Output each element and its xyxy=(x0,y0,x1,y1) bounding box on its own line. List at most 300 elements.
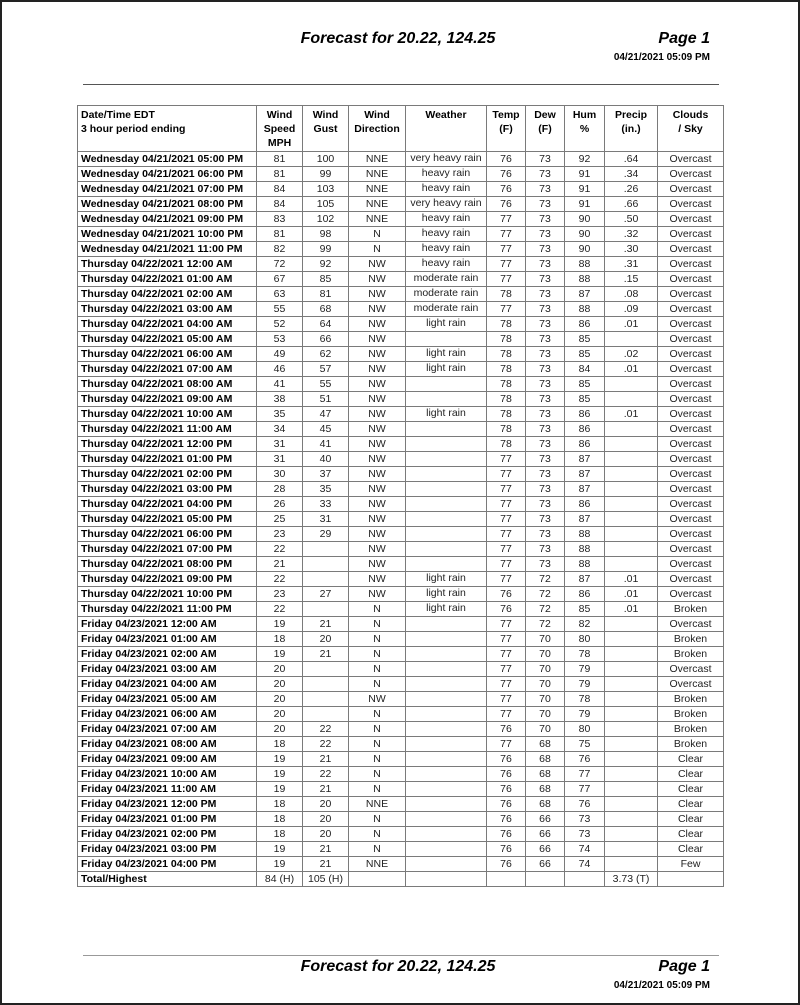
cell-wind-gust: 20 xyxy=(303,632,349,647)
cell-clouds: Overcast xyxy=(658,677,724,692)
cell-dew: 73 xyxy=(526,527,565,542)
cell-weather xyxy=(406,752,487,767)
cell-wind-direction: N xyxy=(349,812,406,827)
table-row xyxy=(78,497,724,512)
table-row xyxy=(78,752,724,767)
table-row xyxy=(78,167,724,182)
cell-clouds: Overcast xyxy=(658,497,724,512)
cell-wind-gust: 64 xyxy=(303,317,349,332)
cell-weather: moderate rain xyxy=(406,272,487,287)
cell-weather xyxy=(406,737,487,752)
cell-wind-direction: NW xyxy=(349,257,406,272)
cell-datetime: Friday 04/23/2021 02:00 AM xyxy=(78,647,257,662)
cell-humidity: 91 xyxy=(565,182,605,197)
cell-temp: 77 xyxy=(487,452,526,467)
cell-clouds: Overcast xyxy=(658,212,724,227)
cell-datetime: Friday 04/23/2021 02:00 PM xyxy=(78,827,257,842)
cell-precip xyxy=(605,767,658,782)
cell-humidity: 87 xyxy=(565,572,605,587)
cell-wind-direction: N xyxy=(349,767,406,782)
table-row xyxy=(78,572,724,587)
cell-temp: 76 xyxy=(487,767,526,782)
cell-wind-direction: NNE xyxy=(349,212,406,227)
cell-precip: .66 xyxy=(605,197,658,212)
cell-wind-direction: NW xyxy=(349,407,406,422)
cell-clouds: Overcast xyxy=(658,587,724,602)
cell-temp: 77 xyxy=(487,257,526,272)
cell-wind-speed: 49 xyxy=(257,347,303,362)
cell-clouds: Overcast xyxy=(658,437,724,452)
cell-wind-speed: 28 xyxy=(257,482,303,497)
cell-wind-direction: NW xyxy=(349,527,406,542)
cell-weather xyxy=(406,542,487,557)
cell-weather xyxy=(406,452,487,467)
footer-page-number: Page 1 xyxy=(658,958,710,975)
cell-weather: heavy rain xyxy=(406,227,487,242)
cell-dew: 73 xyxy=(526,167,565,182)
cell-weather xyxy=(406,722,487,737)
cell-datetime: Wednesday 04/21/2021 09:00 PM xyxy=(78,212,257,227)
cell-temp: 78 xyxy=(487,347,526,362)
cell-temp: 77 xyxy=(487,527,526,542)
cell-humidity: 77 xyxy=(565,782,605,797)
table-row xyxy=(78,407,724,422)
cell-temp: 77 xyxy=(487,617,526,632)
cell-wind-gust xyxy=(303,707,349,722)
cell-humidity: 85 xyxy=(565,377,605,392)
cell-dew: 68 xyxy=(526,782,565,797)
cell-datetime: Thursday 04/22/2021 06:00 PM xyxy=(78,527,257,542)
cell-weather xyxy=(406,527,487,542)
cell-wind-gust: 57 xyxy=(303,362,349,377)
cell-wind-direction: N xyxy=(349,722,406,737)
cell-clouds: Broken xyxy=(658,737,724,752)
cell-wind-gust: 62 xyxy=(303,347,349,362)
cell-wind-direction: N xyxy=(349,227,406,242)
cell-precip: .09 xyxy=(605,302,658,317)
table-row xyxy=(78,842,724,857)
table-row xyxy=(78,227,724,242)
table-row xyxy=(78,347,724,362)
cell-precip xyxy=(605,827,658,842)
cell-wind-speed: 83 xyxy=(257,212,303,227)
cell-wind-gust: 27 xyxy=(303,587,349,602)
cell-weather xyxy=(406,617,487,632)
table-row xyxy=(78,197,724,212)
table-row xyxy=(78,512,724,527)
cell-wind-speed: 63 xyxy=(257,287,303,302)
cell-clouds: Overcast xyxy=(658,407,724,422)
cell-wind-direction: NW xyxy=(349,317,406,332)
cell-dew: 73 xyxy=(526,512,565,527)
cell-dew: 72 xyxy=(526,617,565,632)
cell-wind-gust: 20 xyxy=(303,812,349,827)
cell-temp: 78 xyxy=(487,317,526,332)
cell-datetime: Friday 04/23/2021 09:00 AM xyxy=(78,752,257,767)
cell-wind-direction: NNE xyxy=(349,857,406,872)
cell-wind-gust xyxy=(303,692,349,707)
cell-wind-gust xyxy=(303,542,349,557)
cell-humidity: 85 xyxy=(565,347,605,362)
cell-wind-speed: 18 xyxy=(257,797,303,812)
cell-precip: .64 xyxy=(605,152,658,167)
cell-precip xyxy=(605,737,658,752)
cell-clouds: Clear xyxy=(658,797,724,812)
cell-wind-direction xyxy=(349,872,406,887)
cell-wind-gust: 103 xyxy=(303,182,349,197)
cell-wind-gust: 102 xyxy=(303,212,349,227)
cell-dew: 73 xyxy=(526,257,565,272)
table-row xyxy=(78,557,724,572)
cell-wind-gust: 22 xyxy=(303,767,349,782)
table-row xyxy=(78,272,724,287)
cell-weather xyxy=(406,812,487,827)
cell-temp: 78 xyxy=(487,437,526,452)
cell-humidity: 91 xyxy=(565,167,605,182)
cell-temp: 77 xyxy=(487,467,526,482)
cell-dew: 73 xyxy=(526,392,565,407)
cell-wind-gust: 105 xyxy=(303,197,349,212)
cell-wind-direction: NW xyxy=(349,332,406,347)
cell-precip: .01 xyxy=(605,572,658,587)
cell-clouds: Clear xyxy=(658,812,724,827)
cell-wind-speed: 19 xyxy=(257,767,303,782)
cell-humidity: 87 xyxy=(565,482,605,497)
cell-dew: 68 xyxy=(526,767,565,782)
cell-humidity: 80 xyxy=(565,722,605,737)
cell-clouds: Clear xyxy=(658,752,724,767)
cell-temp: 77 xyxy=(487,572,526,587)
cell-dew: 70 xyxy=(526,707,565,722)
cell-datetime: Thursday 04/22/2021 03:00 PM xyxy=(78,482,257,497)
cell-clouds: Overcast xyxy=(658,377,724,392)
cell-precip xyxy=(605,332,658,347)
cell-datetime: Thursday 04/22/2021 12:00 PM xyxy=(78,437,257,452)
cell-temp: 78 xyxy=(487,332,526,347)
cell-dew: 73 xyxy=(526,557,565,572)
cell-precip xyxy=(605,452,658,467)
cell-temp: 77 xyxy=(487,497,526,512)
cell-humidity: 86 xyxy=(565,407,605,422)
cell-wind-speed: 84 xyxy=(257,197,303,212)
cell-weather: moderate rain xyxy=(406,287,487,302)
cell-dew: 66 xyxy=(526,842,565,857)
cell-wind-speed: 21 xyxy=(257,557,303,572)
cell-temp: 76 xyxy=(487,752,526,767)
cell-datetime: Friday 04/23/2021 01:00 AM xyxy=(78,632,257,647)
cell-wind-speed: 31 xyxy=(257,437,303,452)
cell-wind-direction: N xyxy=(349,632,406,647)
cell-wind-direction: NW xyxy=(349,392,406,407)
cell-weather xyxy=(406,467,487,482)
cell-temp: 76 xyxy=(487,857,526,872)
cell-wind-direction: NNE xyxy=(349,197,406,212)
cell-wind-gust: 21 xyxy=(303,617,349,632)
cell-humidity: 82 xyxy=(565,617,605,632)
cell-temp: 77 xyxy=(487,242,526,257)
cell-clouds: Overcast xyxy=(658,182,724,197)
cell-wind-direction: N xyxy=(349,662,406,677)
cell-temp: 76 xyxy=(487,152,526,167)
cell-clouds: Overcast xyxy=(658,572,724,587)
cell-humidity: 78 xyxy=(565,647,605,662)
cell-wind-direction: NW xyxy=(349,572,406,587)
table-row xyxy=(78,722,724,737)
cell-wind-speed: 22 xyxy=(257,602,303,617)
cell-datetime: Thursday 04/22/2021 04:00 PM xyxy=(78,497,257,512)
cell-dew: 73 xyxy=(526,452,565,467)
cell-precip: .30 xyxy=(605,242,658,257)
table-row xyxy=(78,422,724,437)
cell-dew: 70 xyxy=(526,662,565,677)
cell-humidity: 85 xyxy=(565,602,605,617)
cell-clouds: Clear xyxy=(658,767,724,782)
cell-datetime: Thursday 04/22/2021 07:00 AM xyxy=(78,362,257,377)
table-body xyxy=(78,152,724,887)
cell-temp: 77 xyxy=(487,632,526,647)
cell-clouds: Broken xyxy=(658,602,724,617)
total-row xyxy=(78,872,724,887)
cell-datetime: Wednesday 04/21/2021 11:00 PM xyxy=(78,242,257,257)
col-header-temp: Temp (F) xyxy=(487,106,526,152)
cell-dew: 73 xyxy=(526,542,565,557)
cell-wind-direction: NW xyxy=(349,692,406,707)
cell-wind-gust: 92 xyxy=(303,257,349,272)
cell-clouds: Overcast xyxy=(658,452,724,467)
cell-wind-speed: 72 xyxy=(257,257,303,272)
cell-dew: 73 xyxy=(526,227,565,242)
cell-datetime: Thursday 04/22/2021 10:00 AM xyxy=(78,407,257,422)
cell-wind-gust xyxy=(303,602,349,617)
cell-datetime: Thursday 04/22/2021 09:00 AM xyxy=(78,392,257,407)
cell-weather xyxy=(406,482,487,497)
footer-timestamp: 04/21/2021 05:09 PM xyxy=(613,980,710,991)
table-row xyxy=(78,362,724,377)
cell-humidity: 75 xyxy=(565,737,605,752)
table-row xyxy=(78,767,724,782)
cell-wind-gust xyxy=(303,662,349,677)
cell-weather: light rain xyxy=(406,362,487,377)
cell-temp: 77 xyxy=(487,737,526,752)
cell-clouds: Few xyxy=(658,857,724,872)
cell-wind-gust: 40 xyxy=(303,452,349,467)
cell-clouds: Overcast xyxy=(658,152,724,167)
cell-clouds: Overcast xyxy=(658,197,724,212)
table-row xyxy=(78,287,724,302)
col-header-humidity: Hum % xyxy=(565,106,605,152)
cell-weather xyxy=(406,557,487,572)
cell-precip xyxy=(605,482,658,497)
cell-precip: 3.73 (T) xyxy=(605,872,658,887)
table-row xyxy=(78,437,724,452)
cell-wind-speed: 20 xyxy=(257,707,303,722)
cell-weather xyxy=(406,767,487,782)
table-row xyxy=(78,707,724,722)
cell-wind-speed: 25 xyxy=(257,512,303,527)
cell-datetime: Friday 04/23/2021 01:00 PM xyxy=(78,812,257,827)
cell-wind-speed: 23 xyxy=(257,527,303,542)
cell-temp: 78 xyxy=(487,392,526,407)
cell-humidity: 86 xyxy=(565,317,605,332)
cell-temp: 76 xyxy=(487,842,526,857)
cell-precip xyxy=(605,512,658,527)
cell-precip xyxy=(605,617,658,632)
cell-dew: 73 xyxy=(526,197,565,212)
cell-humidity: 80 xyxy=(565,632,605,647)
cell-dew: 73 xyxy=(526,497,565,512)
cell-humidity: 73 xyxy=(565,812,605,827)
cell-clouds: Overcast xyxy=(658,392,724,407)
cell-humidity: 79 xyxy=(565,707,605,722)
cell-humidity: 84 xyxy=(565,362,605,377)
cell-datetime: Wednesday 04/21/2021 05:00 PM xyxy=(78,152,257,167)
cell-wind-gust: 98 xyxy=(303,227,349,242)
cell-clouds: Overcast xyxy=(658,287,724,302)
cell-wind-direction: NW xyxy=(349,437,406,452)
cell-wind-gust: 81 xyxy=(303,287,349,302)
cell-weather: heavy rain xyxy=(406,167,487,182)
cell-wind-direction: NNE xyxy=(349,797,406,812)
cell-precip: .01 xyxy=(605,317,658,332)
cell-datetime: Thursday 04/22/2021 04:00 AM xyxy=(78,317,257,332)
cell-dew: 73 xyxy=(526,152,565,167)
table-row xyxy=(78,812,724,827)
cell-wind-gust: 21 xyxy=(303,752,349,767)
cell-temp: 77 xyxy=(487,677,526,692)
cell-precip xyxy=(605,722,658,737)
cell-dew: 68 xyxy=(526,797,565,812)
cell-wind-direction: N xyxy=(349,602,406,617)
cell-temp: 76 xyxy=(487,797,526,812)
cell-datetime: Friday 04/23/2021 03:00 PM xyxy=(78,842,257,857)
cell-weather xyxy=(406,692,487,707)
cell-weather: light rain xyxy=(406,317,487,332)
cell-temp: 77 xyxy=(487,512,526,527)
cell-clouds: Overcast xyxy=(658,257,724,272)
cell-wind-gust: 68 xyxy=(303,302,349,317)
cell-wind-direction: NW xyxy=(349,587,406,602)
table-row xyxy=(78,632,724,647)
cell-datetime: Thursday 04/22/2021 09:00 PM xyxy=(78,572,257,587)
cell-dew: 68 xyxy=(526,737,565,752)
cell-dew: 73 xyxy=(526,482,565,497)
cell-precip xyxy=(605,557,658,572)
cell-dew: 73 xyxy=(526,287,565,302)
cell-dew: 70 xyxy=(526,632,565,647)
cell-wind-gust xyxy=(303,572,349,587)
cell-temp: 76 xyxy=(487,182,526,197)
table-row xyxy=(78,212,724,227)
cell-precip xyxy=(605,677,658,692)
cell-dew: 73 xyxy=(526,377,565,392)
cell-weather xyxy=(406,332,487,347)
table-header-row xyxy=(78,106,724,152)
cell-datetime: Friday 04/23/2021 12:00 PM xyxy=(78,797,257,812)
cell-temp xyxy=(487,872,526,887)
cell-weather xyxy=(406,437,487,452)
cell-wind-direction: NW xyxy=(349,272,406,287)
cell-dew: 72 xyxy=(526,602,565,617)
cell-wind-speed: 41 xyxy=(257,377,303,392)
cell-clouds: Overcast xyxy=(658,167,724,182)
cell-wind-speed: 23 xyxy=(257,587,303,602)
cell-wind-speed: 82 xyxy=(257,242,303,257)
cell-wind-direction: N xyxy=(349,752,406,767)
cell-wind-gust: 45 xyxy=(303,422,349,437)
cell-precip: .26 xyxy=(605,182,658,197)
table-row xyxy=(78,617,724,632)
cell-humidity: 79 xyxy=(565,662,605,677)
cell-humidity: 90 xyxy=(565,227,605,242)
cell-dew: 73 xyxy=(526,407,565,422)
cell-dew: 73 xyxy=(526,362,565,377)
cell-weather: light rain xyxy=(406,407,487,422)
cell-humidity: 86 xyxy=(565,587,605,602)
cell-temp: 77 xyxy=(487,647,526,662)
cell-wind-gust: 55 xyxy=(303,377,349,392)
col-header-dew: Dew (F) xyxy=(526,106,565,152)
table-row xyxy=(78,392,724,407)
cell-humidity: 87 xyxy=(565,467,605,482)
cell-humidity: 87 xyxy=(565,452,605,467)
cell-weather xyxy=(406,872,487,887)
cell-clouds: Broken xyxy=(658,647,724,662)
cell-temp: 77 xyxy=(487,557,526,572)
cell-weather: moderate rain xyxy=(406,302,487,317)
cell-weather xyxy=(406,827,487,842)
cell-precip: .01 xyxy=(605,362,658,377)
cell-clouds: Broken xyxy=(658,707,724,722)
table-row xyxy=(78,242,724,257)
cell-clouds: Overcast xyxy=(658,347,724,362)
cell-precip xyxy=(605,782,658,797)
table-row xyxy=(78,542,724,557)
cell-clouds: Overcast xyxy=(658,512,724,527)
cell-datetime: Thursday 04/22/2021 01:00 PM xyxy=(78,452,257,467)
table-row xyxy=(78,602,724,617)
cell-clouds: Overcast xyxy=(658,557,724,572)
cell-wind-speed: 53 xyxy=(257,332,303,347)
cell-weather xyxy=(406,647,487,662)
cell-dew: 68 xyxy=(526,752,565,767)
cell-dew: 66 xyxy=(526,812,565,827)
cell-dew: 73 xyxy=(526,332,565,347)
cell-humidity xyxy=(565,872,605,887)
cell-wind-direction: N xyxy=(349,782,406,797)
table-row xyxy=(78,257,724,272)
cell-humidity: 88 xyxy=(565,257,605,272)
col-header-clouds: Clouds / Sky xyxy=(658,106,724,152)
cell-wind-gust: 41 xyxy=(303,437,349,452)
cell-wind-speed: 81 xyxy=(257,167,303,182)
cell-weather: very heavy rain xyxy=(406,197,487,212)
cell-clouds: Broken xyxy=(658,692,724,707)
cell-datetime: Thursday 04/22/2021 11:00 AM xyxy=(78,422,257,437)
report-timestamp: 04/21/2021 05:09 PM xyxy=(613,52,710,63)
cell-precip: .01 xyxy=(605,407,658,422)
cell-datetime: Thursday 04/22/2021 03:00 AM xyxy=(78,302,257,317)
cell-weather: heavy rain xyxy=(406,242,487,257)
cell-datetime: Thursday 04/22/2021 11:00 PM xyxy=(78,602,257,617)
cell-humidity: 92 xyxy=(565,152,605,167)
cell-wind-direction: N xyxy=(349,842,406,857)
cell-wind-direction: NNE xyxy=(349,182,406,197)
cell-wind-gust: 99 xyxy=(303,167,349,182)
cell-dew: 66 xyxy=(526,857,565,872)
cell-wind-direction: NW xyxy=(349,287,406,302)
table-row xyxy=(78,827,724,842)
cell-datetime: Friday 04/23/2021 04:00 AM xyxy=(78,677,257,692)
